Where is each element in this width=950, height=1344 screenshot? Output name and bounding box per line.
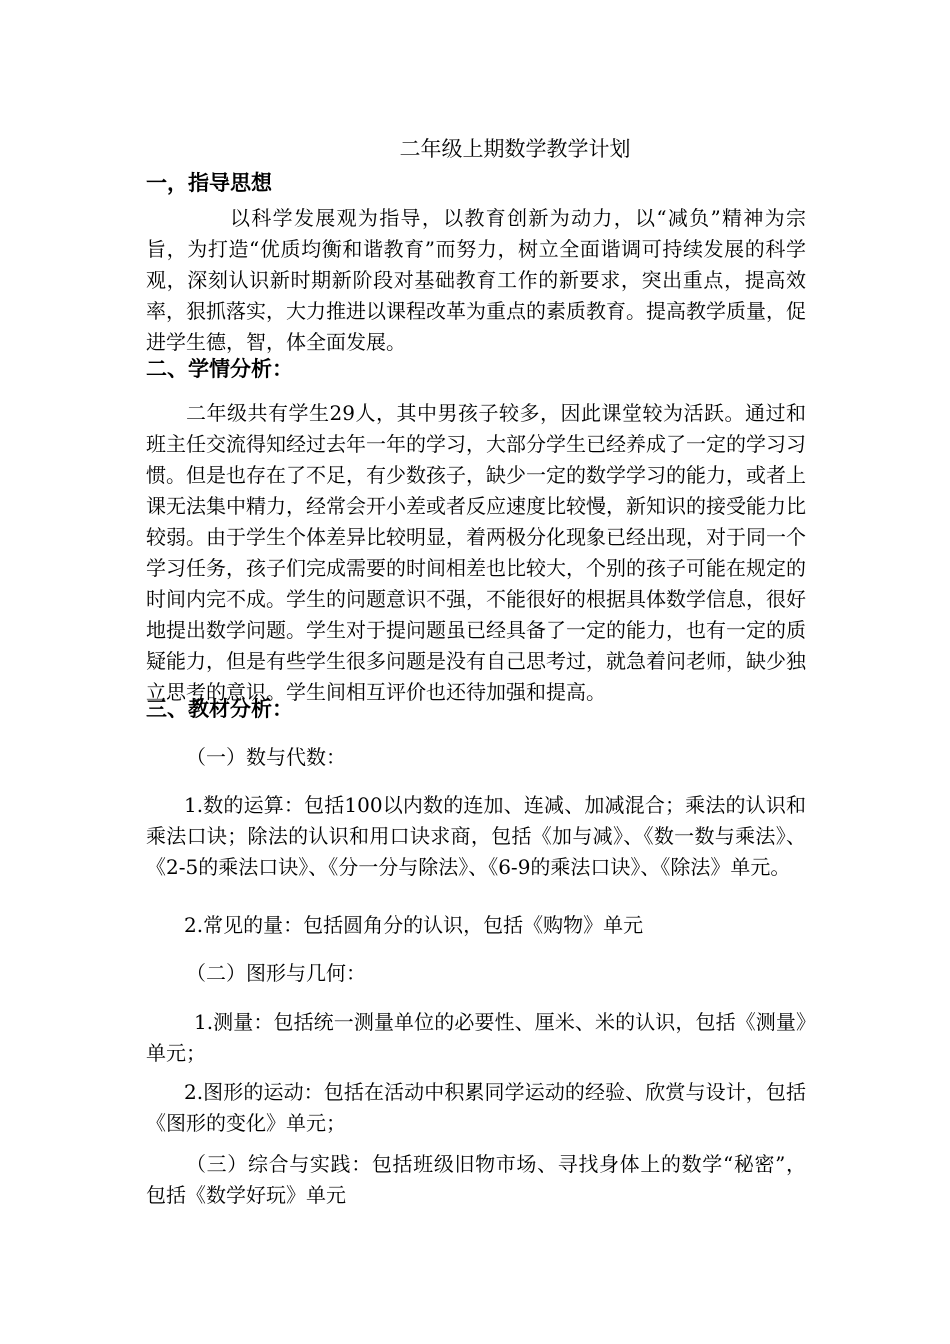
subsection-number-algebra: （一）数与代数：	[186, 745, 346, 769]
paragraph-student-analysis: 二年级共有学生29人，其中男孩子较多，因此课堂较为活跃。通过和班主任交流得知经过去年一年的学习，大部分学生已经养成了一定的学习习惯。但是也存在了不足，有少数孩子，缺少一定的数学学习的能力，或者上课无法集中精力，经常会开小差或者反应速度比较慢，新知识的接受能力比较弱。由于学生个体差异比较明显，着两极分化现象已经出现，对于同一个学习任务，孩子们完成需要的时间相差也比较大，个别的孩子可能在规定的时间内完不成。学生的问题意识不强，不能很好的根据具体数学信息，很好地提出数学问题。学生对于提问题虽已经具备了一定的能力，也有一定的质疑能力，但是有些学生很多问题是没有自己思考过，就急着问老师，缺少独立思考的意识。学生间相互评价也还待加强和提高。	[146, 401, 806, 704]
section-heading-guiding-thought: 一，指导思想	[146, 171, 272, 195]
document-title: 二年级上期数学教学计划	[399, 137, 631, 161]
subsection-practice: （三）综合与实践：包括班级旧物市场、寻找身体上的数学“秘密”，包括《数学好玩》单元	[146, 1152, 806, 1207]
item-number-operations: 1.数的运算：包括100以内数的连加、连减、加减混合；乘法的认识和乘法口诀；除法的认识和用口诀求商，包括《加与减》、《数一数与乘法》、《2-5的乘法口诀》、《分一分与除法》、《6-9的乘法口诀》、《除法》单元。	[146, 793, 806, 879]
item-measurement: 1.测量：包括统一测量单位的必要性、厘米、米的认识，包括《测量》单元；	[146, 1010, 806, 1065]
item-common-quantities: 2.常见的量：包括圆角分的认识，包括《购物》单元	[184, 913, 644, 937]
item-shape-motion: 2.图形的运动：包括在活动中积累同学运动的经验、欣赏与设计，包括《图形的变化》单元；	[146, 1080, 806, 1135]
subsection-geometry: （二）图形与几何：	[186, 961, 366, 985]
section-heading-student-analysis: 二、学情分析：	[146, 357, 293, 381]
paragraph-guiding-thought: 以科学发展观为指导，以教育创新为动力，以“减负”精神为宗旨，为打造“优质均衡和谐教育”而努力，树立全面谐调可持续发展的科学观，深刻认识新时期新阶段对基础教育工作的新要求，突出重点，提高效率，狠抓落实，大力推进以课程改革为重点的素质教育。提高教学质量，促进学生德，智，体全面发展。	[146, 206, 806, 354]
section-heading-textbook-analysis: 三、教材分析：	[146, 697, 293, 721]
